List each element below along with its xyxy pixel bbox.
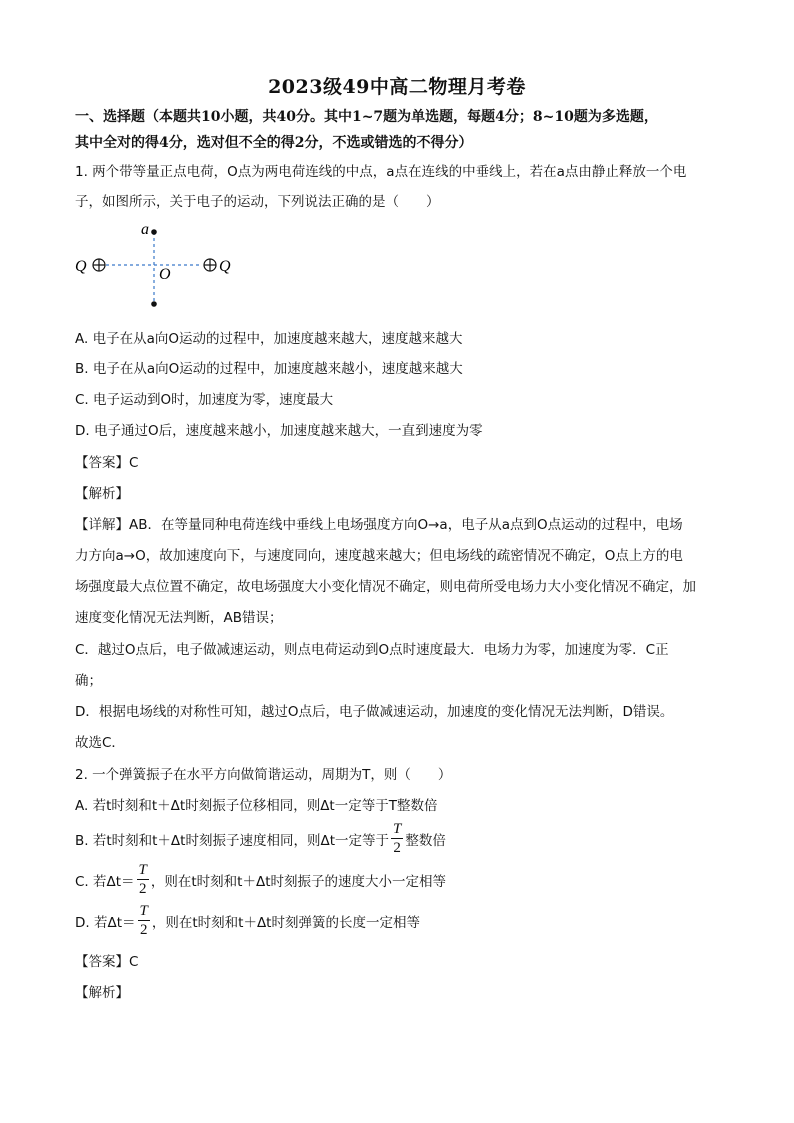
q2-answer: 【答案】C [75,954,139,970]
label-a: a [141,221,149,238]
q1-option-a: A. 电子在从a向O运动的过程中，加速度越来越大，速度越来越大 [75,331,463,347]
q1-detail-line5: C．越过O点后，电子做减速运动，则点电荷运动到O点时速度最大．电场力为零，加速度为零．C正 [75,642,669,658]
fraction-numerator: T [393,821,402,837]
q2-option-d-text: D. 若Δt＝ [75,915,136,931]
page-title: 2023级49中高二物理月考卷 [268,76,526,98]
label-Q-left: Q [75,258,87,275]
q2-option-b [75,818,446,860]
q2-analysis-label: 【解析】 [75,985,129,1001]
q2-option-c-tail: ，则在t时刻和t＋Δt时刻振子的速度大小一定相等 [150,874,447,890]
q2-option-d-tail: ，则在t时刻和t＋Δt时刻弹簧的长度一定相等 [151,915,420,931]
section-heading-line2: 其中全对的得4分，选对但不全的得2分，不选或错选的不得分） [75,135,473,151]
label-Q-right: Q [219,258,231,275]
q1-detail-line6: 确； [75,673,102,689]
q2-option-b-tail: 整数倍 [405,833,446,849]
q2-option-c [75,859,446,901]
q1-detail-line2: 力方向a→O，故加速度向下，与速度同向，速度越来越大；但电场线的疏密情况不确定，O点上方的电 [75,548,683,564]
section-heading-line1: 一、选择题（本题共10小题，共40分。其中1~7题为单选题，每题4分；8~10题为多选题， [75,109,658,125]
fraction-denominator: 2 [138,881,147,897]
q2-option-c-text: C. 若Δt＝ [75,874,135,890]
fraction-T-over-2 [138,904,150,938]
q1-stem-line1: 1. 两个带等量正点电荷，O点为两电荷连线的中点，a点在连线的中垂线上，若在a点由静止释放一个电 [75,164,687,180]
q1-detail-line7: D．根据电场线的对称性可知，越过O点后，电子做减速运动，加速度的变化情况无法判断，D错误。 [75,704,674,720]
q1-option-b: B. 电子在从a向O运动的过程中，加速度越来越小，速度越来越大 [75,361,463,377]
fraction-numerator: T [139,903,148,919]
fraction-denominator: 2 [393,840,401,856]
q1-detail-line4: 速度变化情况无法判断，AB错误； [75,610,283,626]
q1-detail-line3: 场强度最大点位置不确定，故电场强度大小变化情况不确定，则电荷所受电场力大小变化情况不确定，加 [75,579,696,595]
q1-detail-line8: 故选C． [75,735,125,751]
left-charge-icon [93,259,105,271]
fraction-T-over-2 [137,863,149,897]
q1-option-d: D. 电子通过O后，速度越来越小，加速度越来越大，一直到速度为零 [75,423,483,439]
label-O: O [159,266,171,283]
fraction-denominator: 2 [139,922,148,938]
point-a-dot [151,229,157,235]
point-bottom-dot [151,301,157,307]
q1-analysis-label: 【解析】 [75,486,129,502]
q1-stem-line2: 子，如图所示，关于电子的运动，下列说法正确的是（ ） [75,194,440,210]
fraction-T-over-2 [391,822,403,856]
right-charge-icon [204,259,216,271]
q2-option-b-text: B. 若t时刻和t＋Δt时刻振子速度相同，则Δt一定等于 [75,833,389,849]
q2-option-d [75,900,420,942]
q1-option-c: C. 电子运动到O时，加速度为零，速度最大 [75,392,334,408]
q1-detail-line1: 【详解】AB．在等量同种电荷连线中垂线上电场强度方向O→a，电子从a点到O点运动的过程中，电场 [75,517,683,533]
q1-figure [72,218,247,314]
fraction-numerator: T [138,862,147,878]
q2-option-a: A. 若t时刻和t＋Δt时刻振子位移相同，则Δt一定等于T整数倍 [75,798,438,814]
q1-answer: 【答案】C [75,455,139,471]
q2-stem: 2. 一个弹簧振子在水平方向做简谐运动，周期为T，则（ ） [75,767,452,783]
